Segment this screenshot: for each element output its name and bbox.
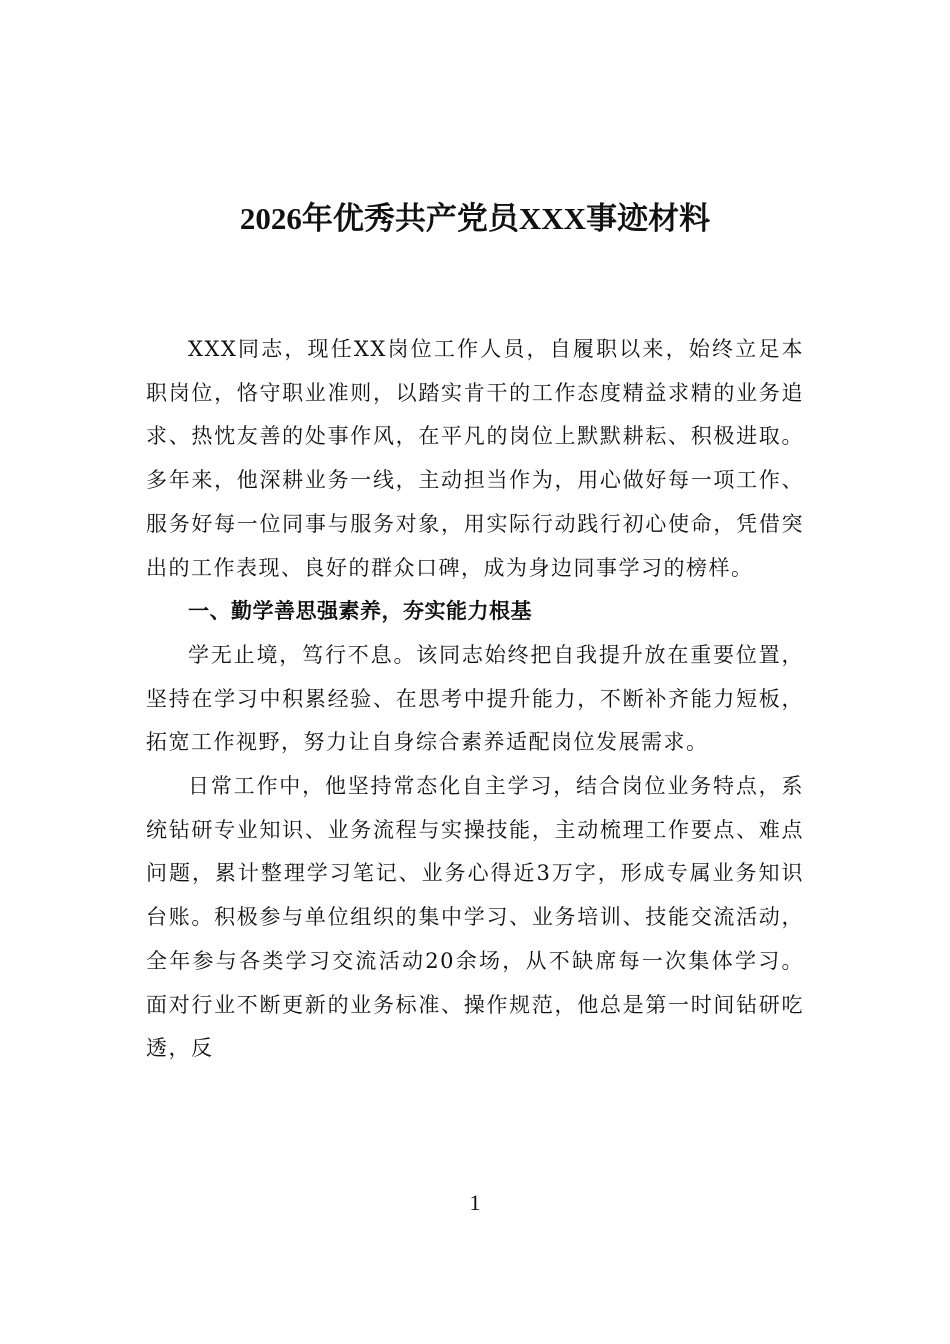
body-paragraph: 日常工作中，他坚持常态化自主学习，结合岗位业务特点，系统钻研专业知识、业务流程与实操技能，主动梳理工作要点、难点问题，累计整理学习笔记、业务心得近3万字，形成专属业务知识台账。积极参与单位组织的集中学习、业务培训、技能交流活动，全年参与各类学习交流活动20余场，从不缺席每一次集体学习。面对行业不断更新的业务标准、操作规范，他总是第一时间钻研吃透，反	[146, 774, 804, 1061]
body-paragraph: 学无止境，笃行不息。该同志始终把自我提升放在重要位置，坚持在学习中积累经验、在思考中提升能力，不断补齐能力短板，拓宽工作视野，努力让自身综合素养适配岗位发展需求。	[146, 642, 804, 755]
document-title: 2026年优秀共产党员XXX事迹材料	[239, 201, 711, 236]
page-number: 1	[469, 1190, 481, 1215]
section-heading: 一、勤学善思强素养，夯实能力根基	[188, 599, 532, 624]
intro-paragraph: XXX同志，现任XX岗位工作人员，自履职以来，始终立足本职岗位，恪守职业准则，以踏实肯干的工作态度精益求精的业务追求、热忱友善的处事作风，在平凡的岗位上默默耕耘、积极进取。多年来，他深耕业务一线，主动担当作为，用心做好每一项工作、服务好每一位同事与服务对象，用实际行动践行初心使命，凭借突出的工作表现、良好的群众口碑，成为身边同事学习的榜样。	[146, 337, 804, 580]
document-body	[146, 328, 804, 1071]
